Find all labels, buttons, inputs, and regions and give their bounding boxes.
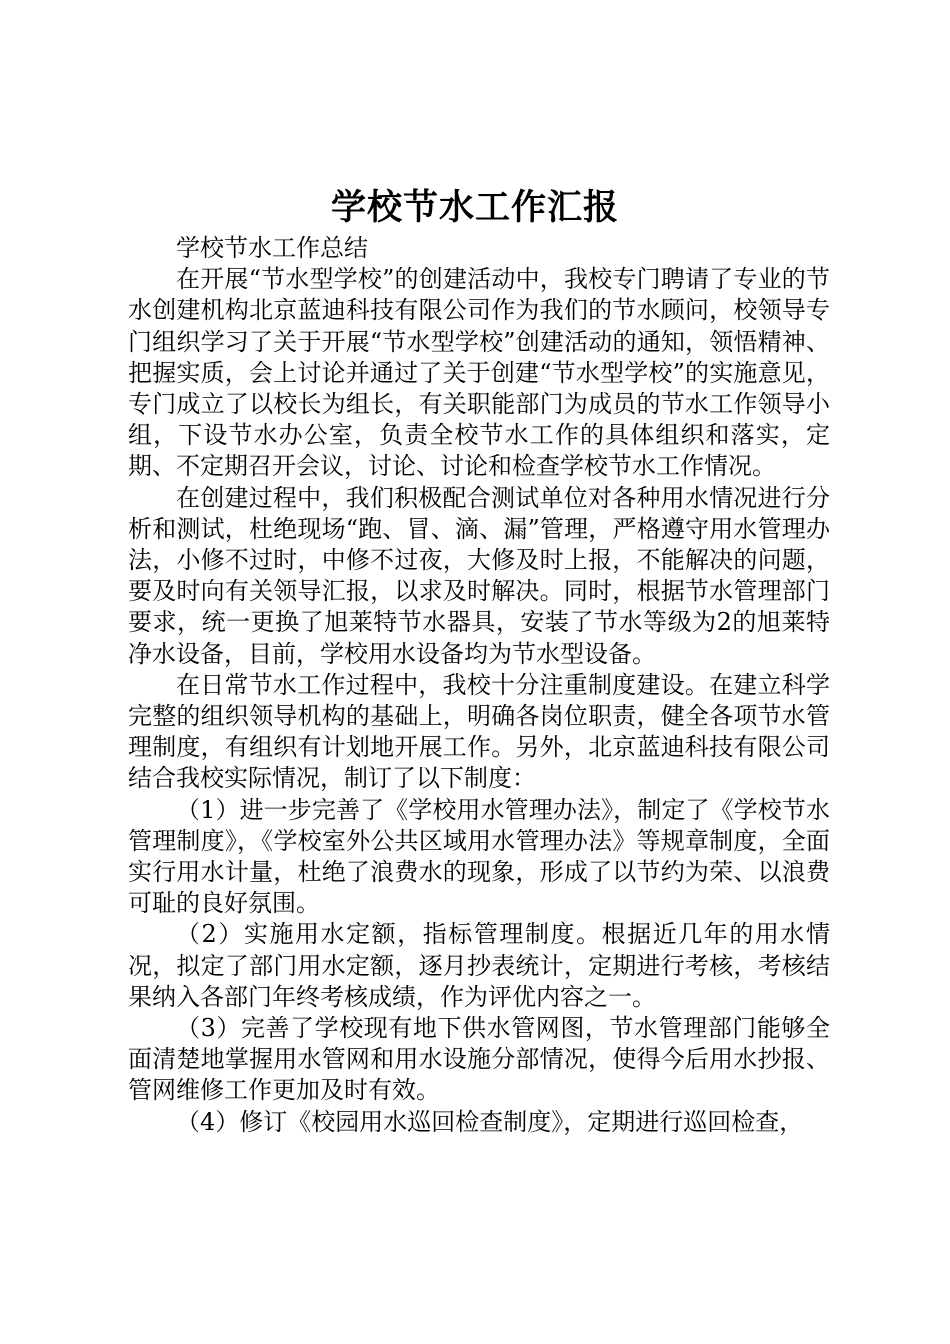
paragraph-organization: 在开展“节水型学校”的创建活动中，我校专门聘请了专业的节水创建机构北京蓝迪科技有限公司作为我们的节水顾问，校领导专门组织学习了关于开展“节水型学校”创建活动的通知，领悟精神、把握实质，会上讨论并通过了关于创建“节水型学校”的实施意见，专门成立了以校长为组长，有关职能部门为成员的节水工作领导小组，下设节水办公室，负责全校节水工作的具体组织和落实，定期、不定期召开会议，讨论、讨论和检查学校节水工作情况。 <box>128 265 830 481</box>
list-item-2: （2）实施用水定额，指标管理制度。根据近几年的用水情况，拟定了部门用水定额，逐月抄表统计，定期进行考核，考核结果纳入各部门年终考核成绩，作为评优内容之一。 <box>128 920 830 1011</box>
paragraph-creation-process: 在创建过程中，我们积极配合测试单位对各种用水情况进行分析和测试，杜绝现场“跑、冒、滴、漏”管理，严格遵守用水管理办法，小修不过时，中修不过夜，大修及时上报，不能解决的问题，要及时向有关领导汇报，以求及时解决。同时，根据节水管理部门要求，统一更换了旭莱特节水器具，安装了节水等级为2的旭莱特净水设备，目前，学校用水设备均为节水型设备。 <box>128 483 830 668</box>
subtitle-paragraph: 学校节水工作总结 <box>176 234 368 262</box>
list-item-1: （1）进一步完善了《学校用水管理办法》，制定了《学校节水管理制度》，《学校室外公共区域用水管理办法》等规章制度，全面实行用水计量，杜绝了浪费水的现象，形成了以节约为荣、以浪费可耻的良好氛围。 <box>128 795 830 918</box>
document-title: 学校节水工作汇报 <box>330 187 619 228</box>
list-item-4: （4）修订《校园用水巡回检查制度》，定期进行巡回检查， <box>176 1107 804 1136</box>
list-item-3: （3）完善了学校现有地下供水管网图，节水管理部门能够全面清楚地掌握用水管网和用水设施分部情况，使得今后用水抄报、管网维修工作更加及时有效。 <box>128 1014 830 1105</box>
paragraph-system-building: 在日常节水工作过程中，我校十分注重制度建设。在建立科学完整的组织领导机构的基础上，明确各岗位职责，健全各项节水管理制度，有组织有计划地开展工作。另外，北京蓝迪科技有限公司结合我校实际情况，制订了以下制度： <box>128 670 830 793</box>
document-body <box>128 233 830 1138</box>
